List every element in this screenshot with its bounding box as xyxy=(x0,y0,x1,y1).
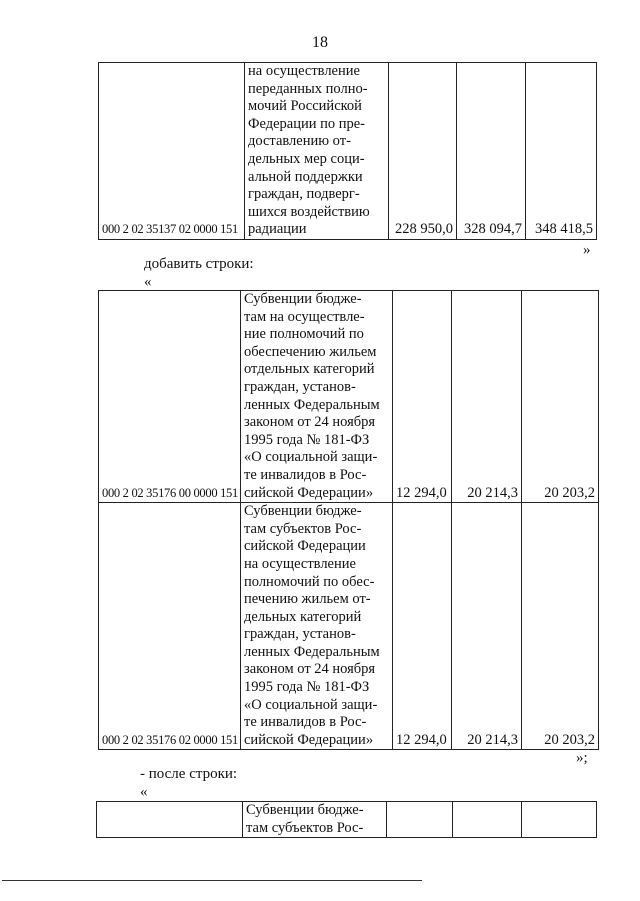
description-line: полномочий по обес- xyxy=(244,573,375,590)
description-line: сийской Федерации xyxy=(244,538,366,555)
description-line: Субвенции бюдже- xyxy=(244,503,362,520)
description-line: граждан, установ- xyxy=(244,378,356,395)
value-year-2: 328 094,7 xyxy=(457,63,526,240)
value-year-2 xyxy=(453,802,522,838)
description-line: печению жильем от- xyxy=(244,591,371,608)
description-line: мочий Российской xyxy=(248,98,362,115)
description-line: ленных Федеральным xyxy=(244,643,380,660)
description-line: сийской Федерации» xyxy=(244,484,374,501)
description-line: там субъектов Рос- xyxy=(244,520,362,537)
description-line: ленных Федеральным xyxy=(244,396,380,413)
value-year-1: 12 294,0 xyxy=(393,503,452,750)
description-line: «О социальной защи- xyxy=(244,696,378,713)
table-row xyxy=(97,802,597,838)
value-year-3: 20 203,2 xyxy=(522,291,599,503)
page-number: 18 xyxy=(312,34,328,51)
description-cell xyxy=(243,802,387,838)
description-line: законом от 24 ноября xyxy=(244,661,376,678)
description-line: дельных мер соци- xyxy=(248,150,365,167)
description-line: 1995 года № 181-ФЗ xyxy=(244,431,370,448)
description-cell xyxy=(245,63,389,240)
opening-quote: « xyxy=(144,274,152,290)
instruction-text: - после строки: xyxy=(140,766,238,782)
description-line: Субвенции бюдже- xyxy=(244,291,362,307)
footer-divider xyxy=(2,880,422,881)
value-year-3: 20 203,2 xyxy=(522,503,599,750)
table-row xyxy=(99,63,597,240)
description-line: 1995 года № 181-ФЗ xyxy=(244,679,370,696)
description-line: там субъектов Рос- xyxy=(246,819,364,836)
description-line: радиации xyxy=(248,221,307,238)
instruction-text: добавить строки: xyxy=(144,256,254,272)
budget-code-cell xyxy=(97,802,243,838)
description-line: Федерации по пре- xyxy=(248,115,366,132)
description-line: те инвалидов в Рос- xyxy=(244,714,367,731)
description-line: альной поддержки xyxy=(248,168,363,185)
description-line: на осуществление xyxy=(248,63,360,79)
value-year-1: 12 294,0 xyxy=(393,291,452,503)
value-year-2: 20 214,3 xyxy=(452,503,522,750)
description-line: доставлению от- xyxy=(248,133,351,150)
description-line: граждан, установ- xyxy=(244,626,356,643)
description-line: граждан, подверг- xyxy=(248,186,360,203)
description-line: обеспечению жильем xyxy=(244,343,377,360)
description-line: шихся воздействию xyxy=(248,203,370,220)
budget-table-2 xyxy=(98,290,599,750)
budget-code-cell: 000 2 02 35137 02 0000 151 xyxy=(99,63,245,240)
description-line: сийской Федерации» xyxy=(244,731,374,748)
description-line: ние полномочий по xyxy=(244,326,364,343)
value-year-1 xyxy=(387,802,453,838)
value-year-3: 348 418,5 xyxy=(526,63,597,240)
opening-quote: « xyxy=(140,784,148,800)
closing-quote: » xyxy=(583,242,591,258)
description-line: дельных категорий xyxy=(244,608,362,625)
value-year-3 xyxy=(522,802,597,838)
value-year-2: 20 214,3 xyxy=(452,291,522,503)
description-line: там на осуществле- xyxy=(244,308,365,325)
description-line: «О социальной защи- xyxy=(244,449,378,466)
description-cell xyxy=(241,291,393,503)
closing-quote: »; xyxy=(576,750,588,766)
budget-code-cell: 000 2 02 35176 00 0000 151 xyxy=(99,291,241,503)
table-row xyxy=(99,291,599,503)
table-row xyxy=(99,503,599,750)
budget-code-cell: 000 2 02 35176 02 0000 151 xyxy=(99,503,241,750)
description-line: переданных полно- xyxy=(248,80,368,97)
description-line: те инвалидов в Рос- xyxy=(244,466,367,483)
description-line: законом от 24 ноября xyxy=(244,414,376,431)
value-year-1: 228 950,0 xyxy=(389,63,457,240)
description-cell xyxy=(241,503,393,750)
budget-table-3 xyxy=(96,801,597,838)
description-line: отдельных категорий xyxy=(244,361,375,378)
description-line: Субвенции бюдже- xyxy=(246,802,364,818)
budget-table-1 xyxy=(98,62,597,240)
description-line: на осуществление xyxy=(244,555,356,572)
